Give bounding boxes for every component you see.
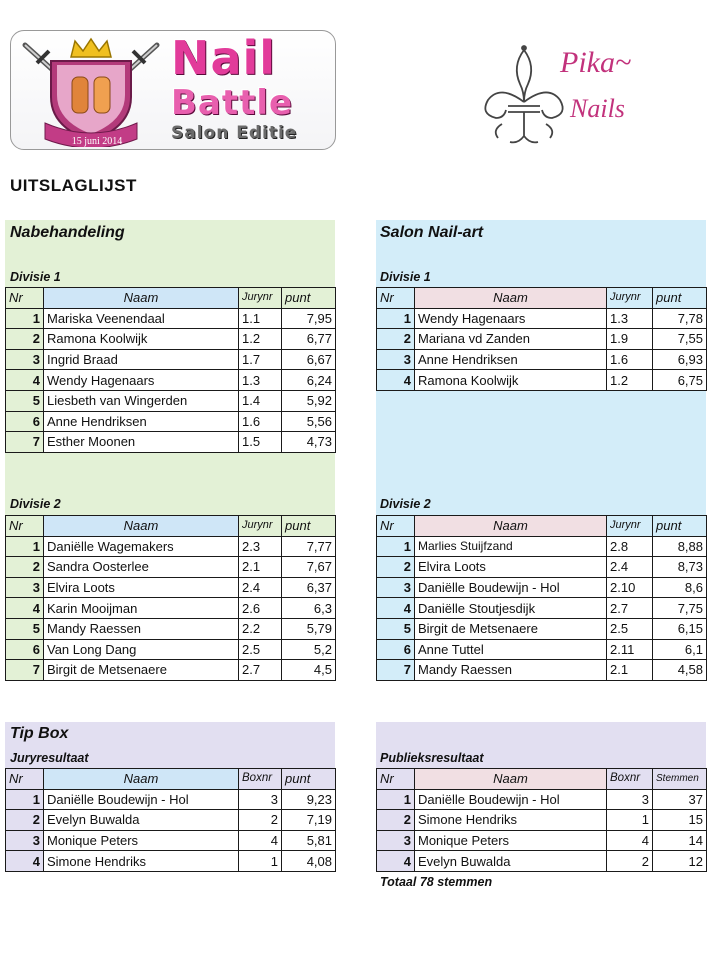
score-cell: 6,77 xyxy=(282,329,336,350)
table-row xyxy=(377,660,707,681)
table-row xyxy=(6,660,336,681)
rank-cell: 1 xyxy=(377,789,415,810)
nabehandeling-divisie2-table xyxy=(5,515,336,681)
rank-cell: 6 xyxy=(377,639,415,660)
table-row xyxy=(377,598,707,619)
table-row xyxy=(377,618,707,639)
score-cell: 6,1 xyxy=(653,639,707,660)
col-header-naam: Naam xyxy=(415,516,607,537)
name-cell: Daniëlle Boudewijn - Hol xyxy=(44,789,239,810)
boxnr-cell: 4 xyxy=(239,830,282,851)
score-cell: 7,78 xyxy=(653,308,707,329)
rank-cell: 2 xyxy=(377,810,415,831)
jurynr-cell: 1.3 xyxy=(607,308,653,329)
rank-cell: 4 xyxy=(377,598,415,619)
votes-cell: 37 xyxy=(653,789,707,810)
col-header-nr: Nr xyxy=(377,769,415,790)
salon-nailart-divisie1-title: Divisie 1 xyxy=(380,270,431,284)
rank-cell: 7 xyxy=(6,432,44,453)
name-cell: Wendy Hagenaars xyxy=(415,308,607,329)
table-row xyxy=(377,851,707,872)
table-row xyxy=(6,598,336,619)
name-cell: Simone Hendriks xyxy=(415,810,607,831)
col-header-naam: Naam xyxy=(44,769,239,790)
jurynr-cell: 1.1 xyxy=(239,308,282,329)
table-row xyxy=(6,639,336,660)
table-row xyxy=(6,618,336,639)
jurynr-cell: 1.4 xyxy=(239,390,282,411)
jurynr-cell: 2.1 xyxy=(607,660,653,681)
score-cell: 6,93 xyxy=(653,349,707,370)
tipbox-publiek-title: Publieksresultaat xyxy=(380,751,484,765)
rank-cell: 4 xyxy=(377,851,415,872)
name-cell: Ingrid Braad xyxy=(44,349,239,370)
table-row xyxy=(6,789,336,810)
col-header-boxnr: Boxnr xyxy=(239,769,282,790)
table-row xyxy=(6,577,336,598)
score-cell: 5,81 xyxy=(282,830,336,851)
col-header-naam: Naam xyxy=(44,516,239,537)
name-cell: Liesbeth van Wingerden xyxy=(44,390,239,411)
salon-nailart-title: Salon Nail-art xyxy=(380,224,484,241)
nabehandeling-divisie1-table xyxy=(5,287,336,453)
score-cell: 7,95 xyxy=(282,308,336,329)
boxnr-cell: 1 xyxy=(239,851,282,872)
name-cell: Anne Hendriksen xyxy=(415,349,607,370)
logo-word-salon-editie: Salon Editie xyxy=(171,123,298,143)
score-cell: 6,67 xyxy=(282,349,336,370)
table-row xyxy=(6,411,336,432)
score-cell: 7,77 xyxy=(282,536,336,557)
name-cell: Simone Hendriks xyxy=(44,851,239,872)
name-cell: Anne Hendriksen xyxy=(44,411,239,432)
table-row xyxy=(377,349,707,370)
col-header-nr: Nr xyxy=(377,288,415,309)
name-cell: Monique Peters xyxy=(44,830,239,851)
jurynr-cell: 1.3 xyxy=(239,370,282,391)
col-header-jurynr: Jurynr xyxy=(239,516,282,537)
jurynr-cell: 1.2 xyxy=(607,370,653,391)
jurynr-cell: 2.11 xyxy=(607,639,653,660)
score-cell: 5,92 xyxy=(282,390,336,411)
table-row xyxy=(377,329,707,350)
col-header-jurynr: Jurynr xyxy=(607,288,653,309)
votes-cell: 12 xyxy=(653,851,707,872)
name-cell: Elvira Loots xyxy=(44,577,239,598)
score-cell: 5,56 xyxy=(282,411,336,432)
col-header-nr: Nr xyxy=(6,769,44,790)
rank-cell: 4 xyxy=(6,598,44,619)
col-header-punt: punt xyxy=(282,769,336,790)
col-header-naam: Naam xyxy=(415,288,607,309)
name-cell: Birgit de Metsenaere xyxy=(44,660,239,681)
boxnr-cell: 2 xyxy=(239,810,282,831)
rank-cell: 3 xyxy=(6,830,44,851)
boxnr-cell: 3 xyxy=(607,789,653,810)
boxnr-cell: 4 xyxy=(607,830,653,851)
boxnr-cell: 3 xyxy=(239,789,282,810)
table-row xyxy=(6,370,336,391)
rank-cell: 1 xyxy=(6,789,44,810)
logo-word-battle: Battle xyxy=(171,83,294,123)
table-row xyxy=(6,390,336,411)
total-votes-note: Totaal 78 stemmen xyxy=(380,875,493,889)
crest-swords-icon xyxy=(17,35,167,147)
brand-name-nails: Nails xyxy=(570,94,625,123)
rank-cell: 2 xyxy=(377,557,415,578)
jurynr-cell: 2.7 xyxy=(239,660,282,681)
rank-cell: 7 xyxy=(377,660,415,681)
rank-cell: 5 xyxy=(377,618,415,639)
score-cell: 6,15 xyxy=(653,618,707,639)
table-row xyxy=(377,639,707,660)
nail-battle-logo xyxy=(10,30,336,150)
jurynr-cell: 1.6 xyxy=(239,411,282,432)
page-title: UITSLAGLIJST xyxy=(10,176,137,195)
votes-cell: 15 xyxy=(653,810,707,831)
name-cell: Karin Mooijman xyxy=(44,598,239,619)
jurynr-cell: 1.6 xyxy=(607,349,653,370)
name-cell: Evelyn Buwalda xyxy=(415,851,607,872)
rank-cell: 3 xyxy=(6,349,44,370)
score-cell: 6,3 xyxy=(282,598,336,619)
tipbox-jury-title: Juryresultaat xyxy=(10,751,89,765)
table-row xyxy=(377,370,707,391)
table-row xyxy=(6,830,336,851)
jurynr-cell: 2.6 xyxy=(239,598,282,619)
table-row xyxy=(377,308,707,329)
rank-cell: 2 xyxy=(6,329,44,350)
tipbox-publiek-table xyxy=(376,768,707,872)
jurynr-cell: 2.5 xyxy=(239,639,282,660)
table-row xyxy=(377,536,707,557)
name-cell: Wendy Hagenaars xyxy=(44,370,239,391)
nabehandeling-title: Nabehandeling xyxy=(10,224,125,241)
jurynr-cell: 2.2 xyxy=(239,618,282,639)
score-cell: 7,19 xyxy=(282,810,336,831)
table-row xyxy=(6,557,336,578)
table-row xyxy=(6,851,336,872)
table-row xyxy=(6,349,336,370)
rank-cell: 6 xyxy=(6,411,44,432)
table-row xyxy=(377,557,707,578)
name-cell: Evelyn Buwalda xyxy=(44,810,239,831)
table-row xyxy=(6,432,336,453)
rank-cell: 1 xyxy=(377,308,415,329)
rank-cell: 3 xyxy=(6,577,44,598)
score-cell: 7,67 xyxy=(282,557,336,578)
rank-cell: 5 xyxy=(6,618,44,639)
rank-cell: 1 xyxy=(6,308,44,329)
col-header-punt: punt xyxy=(653,516,707,537)
name-cell: Birgit de Metsenaere xyxy=(415,618,607,639)
table-row xyxy=(377,789,707,810)
col-header-naam: Naam xyxy=(44,288,239,309)
col-header-boxnr: Boxnr xyxy=(607,769,653,790)
jurynr-cell: 1.5 xyxy=(239,432,282,453)
score-cell: 4,58 xyxy=(653,660,707,681)
logo-word-nail: Nail xyxy=(171,31,277,85)
score-cell: 4,08 xyxy=(282,851,336,872)
salon-nailart-divisie2-title: Divisie 2 xyxy=(380,497,431,511)
jurynr-cell: 1.9 xyxy=(607,329,653,350)
name-cell: Daniëlle Boudewijn - Hol xyxy=(415,577,607,598)
name-cell: Marlies Stuijfzand xyxy=(415,536,607,557)
rank-cell: 2 xyxy=(377,329,415,350)
score-cell: 9,23 xyxy=(282,789,336,810)
name-cell: Van Long Dang xyxy=(44,639,239,660)
col-header-jurynr: Jurynr xyxy=(607,516,653,537)
name-cell: Elvira Loots xyxy=(415,557,607,578)
score-cell: 8,73 xyxy=(653,557,707,578)
name-cell: Daniëlle Wagemakers xyxy=(44,536,239,557)
rank-cell: 1 xyxy=(377,536,415,557)
salon-nailart-divisie1-table xyxy=(376,287,707,391)
rank-cell: 7 xyxy=(6,660,44,681)
score-cell: 6,24 xyxy=(282,370,336,391)
nabehandeling-divisie2-title: Divisie 2 xyxy=(10,497,61,511)
jurynr-cell: 2.1 xyxy=(239,557,282,578)
col-header-naam: Naam xyxy=(415,769,607,790)
table-row xyxy=(6,810,336,831)
col-header-stemmen: Stemmen xyxy=(653,769,707,790)
name-cell: Ramona Koolwijk xyxy=(415,370,607,391)
rank-cell: 4 xyxy=(6,851,44,872)
jurynr-cell: 2.3 xyxy=(239,536,282,557)
rank-cell: 2 xyxy=(6,557,44,578)
tipbox-title: Tip Box xyxy=(10,725,69,742)
name-cell: Mandy Raessen xyxy=(44,618,239,639)
score-cell: 5,79 xyxy=(282,618,336,639)
jurynr-cell: 2.8 xyxy=(607,536,653,557)
name-cell: Daniëlle Boudewijn - Hol xyxy=(415,789,607,810)
fleur-de-lis-icon xyxy=(478,44,570,150)
jurynr-cell: 1.7 xyxy=(239,349,282,370)
boxnr-cell: 2 xyxy=(607,851,653,872)
name-cell: Mandy Raessen xyxy=(415,660,607,681)
name-cell: Sandra Oosterlee xyxy=(44,557,239,578)
rank-cell: 3 xyxy=(377,349,415,370)
score-cell: 5,2 xyxy=(282,639,336,660)
name-cell: Ramona Koolwijk xyxy=(44,329,239,350)
rank-cell: 4 xyxy=(377,370,415,391)
rank-cell: 2 xyxy=(6,810,44,831)
name-cell: Daniëlle Stoutjesdijk xyxy=(415,598,607,619)
rank-cell: 4 xyxy=(6,370,44,391)
table-row xyxy=(6,536,336,557)
table-row xyxy=(377,577,707,598)
table-row xyxy=(6,329,336,350)
rank-cell: 1 xyxy=(6,536,44,557)
boxnr-cell: 1 xyxy=(607,810,653,831)
rank-cell: 6 xyxy=(6,639,44,660)
jurynr-cell: 2.7 xyxy=(607,598,653,619)
jurynr-cell: 2.4 xyxy=(607,557,653,578)
rank-cell: 5 xyxy=(6,390,44,411)
col-header-punt: punt xyxy=(282,516,336,537)
jurynr-cell: 2.10 xyxy=(607,577,653,598)
tipbox-jury-table xyxy=(5,768,336,872)
score-cell: 4,5 xyxy=(282,660,336,681)
name-cell: Mariska Veenendaal xyxy=(44,308,239,329)
name-cell: Mariana vd Zanden xyxy=(415,329,607,350)
name-cell: Anne Tuttel xyxy=(415,639,607,660)
nabehandeling-divisie1-title: Divisie 1 xyxy=(10,270,61,284)
rank-cell: 3 xyxy=(377,830,415,851)
jurynr-cell: 2.5 xyxy=(607,618,653,639)
score-cell: 6,75 xyxy=(653,370,707,391)
col-header-nr: Nr xyxy=(6,288,44,309)
jurynr-cell: 1.2 xyxy=(239,329,282,350)
name-cell: Monique Peters xyxy=(415,830,607,851)
logo-date: 15 juni 2014 xyxy=(71,136,123,147)
score-cell: 8,6 xyxy=(653,577,707,598)
col-header-nr: Nr xyxy=(6,516,44,537)
table-row xyxy=(377,830,707,851)
table-row xyxy=(6,308,336,329)
score-cell: 8,88 xyxy=(653,536,707,557)
col-header-punt: punt xyxy=(653,288,707,309)
col-header-jurynr: Jurynr xyxy=(239,288,282,309)
table-row xyxy=(377,810,707,831)
name-cell: Esther Moonen xyxy=(44,432,239,453)
col-header-nr: Nr xyxy=(377,516,415,537)
score-cell: 4,73 xyxy=(282,432,336,453)
rank-cell: 3 xyxy=(377,577,415,598)
score-cell: 6,37 xyxy=(282,577,336,598)
score-cell: 7,55 xyxy=(653,329,707,350)
score-cell: 7,75 xyxy=(653,598,707,619)
salon-nailart-divisie2-table xyxy=(376,515,707,681)
brand-name-pika: Pika~ xyxy=(560,46,632,79)
jurynr-cell: 2.4 xyxy=(239,577,282,598)
col-header-punt: punt xyxy=(282,288,336,309)
votes-cell: 14 xyxy=(653,830,707,851)
